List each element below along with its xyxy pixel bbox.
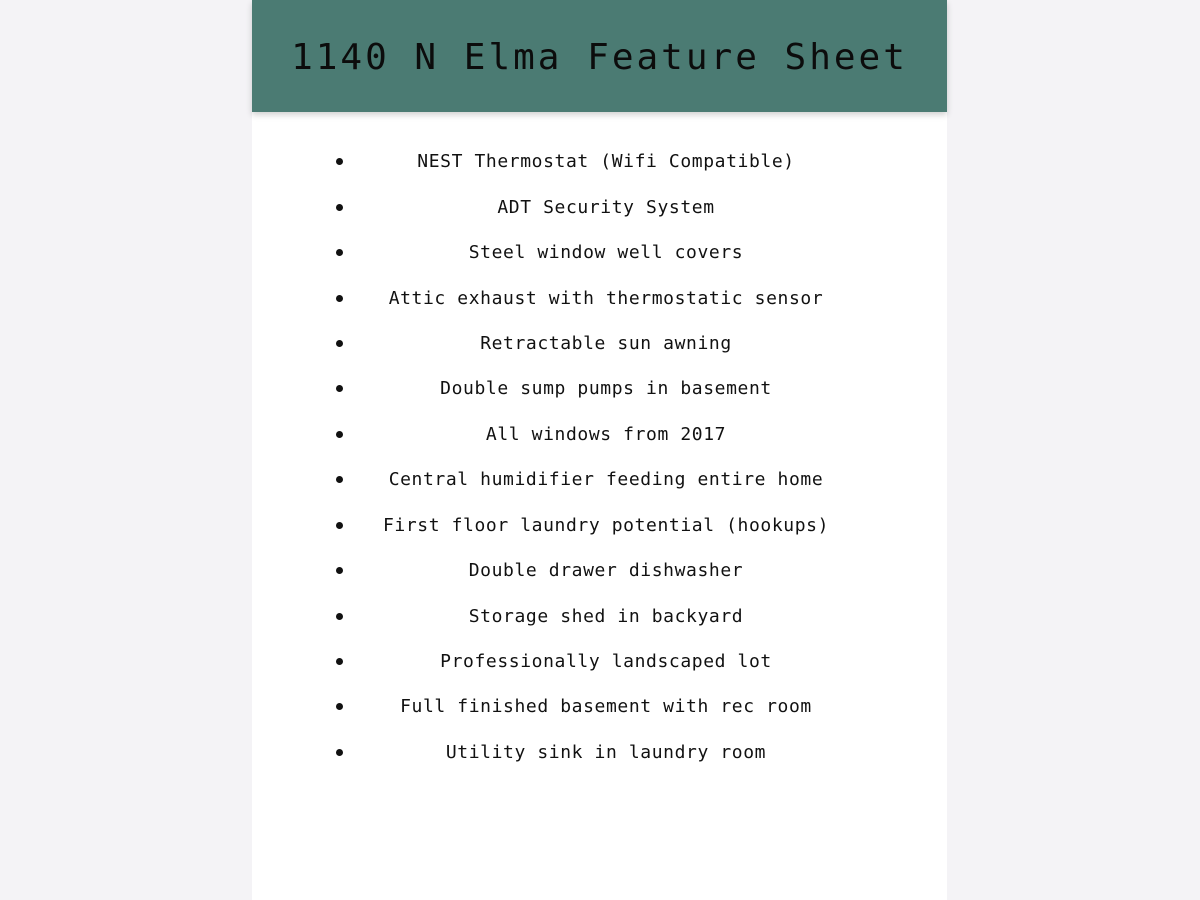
bullet-icon (336, 703, 343, 710)
feature-text: Retractable sun awning (480, 332, 732, 354)
bullet-icon (336, 658, 343, 665)
feature-text: Utility sink in laundry room (445, 741, 767, 763)
feature-text: Full finished basement with rec room (400, 696, 812, 718)
feature-item (252, 184, 947, 229)
bullet-icon (336, 431, 343, 438)
feature-text: Double drawer dishwasher (468, 560, 744, 582)
bullet-icon (336, 340, 343, 347)
feature-item (252, 503, 947, 548)
feature-text: Steel window well covers (468, 242, 744, 264)
bullet-icon (336, 295, 343, 302)
feature-item (252, 139, 947, 184)
bullet-icon (336, 158, 343, 165)
feature-text: ADT Security System (497, 196, 715, 218)
feature-text: NEST Thermostat (Wifi Compatible) (417, 151, 795, 173)
bullet-icon (336, 613, 343, 620)
bullet-icon (336, 385, 343, 392)
feature-item (252, 639, 947, 684)
feature-item (252, 593, 947, 638)
feature-item (252, 275, 947, 320)
feature-text: First floor laundry potential (hookups) (382, 514, 830, 536)
feature-item (252, 684, 947, 729)
page-title: 1140 N Elma Feature Sheet (291, 36, 908, 78)
feature-sheet-page (252, 0, 947, 900)
bullet-icon (336, 476, 343, 483)
bullet-icon (336, 567, 343, 574)
bullet-icon (336, 749, 343, 756)
feature-item (252, 457, 947, 502)
feature-text: Attic exhaust with thermostatic sensor (388, 287, 824, 309)
bullet-icon (336, 204, 343, 211)
feature-text: Double sump pumps in basement (440, 378, 772, 400)
feature-item (252, 730, 947, 775)
feature-item (252, 321, 947, 366)
feature-item (252, 230, 947, 275)
feature-item (252, 366, 947, 411)
feature-item (252, 548, 947, 593)
feature-item (252, 412, 947, 457)
feature-text: Professionally landscaped lot (440, 651, 772, 673)
feature-text: Storage shed in backyard (468, 605, 744, 627)
feature-text: All windows from 2017 (485, 423, 727, 445)
bullet-icon (336, 522, 343, 529)
header-banner (252, 0, 947, 112)
feature-text: Central humidifier feeding entire home (388, 469, 824, 491)
bullet-icon (336, 249, 343, 256)
feature-list (252, 139, 947, 775)
